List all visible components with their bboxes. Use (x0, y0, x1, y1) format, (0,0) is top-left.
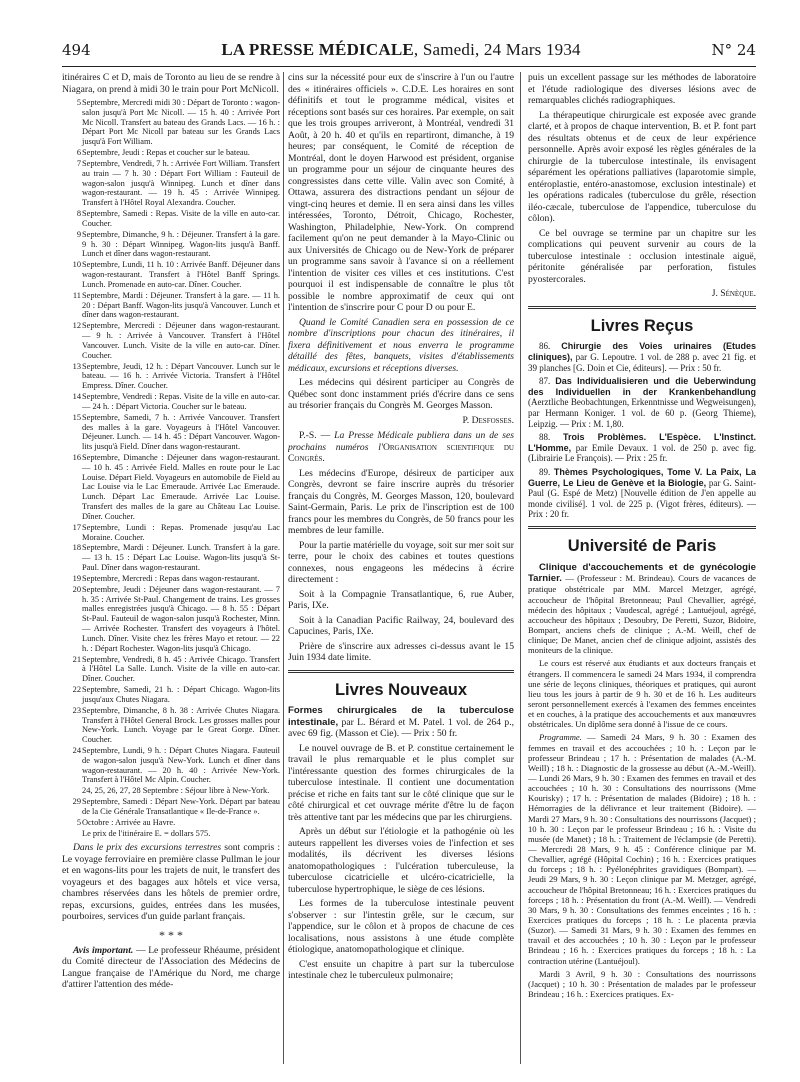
itinerary-item (62, 706, 280, 745)
itinerary-text: Septembre, Vendredi, 7 h. : Arrivée Fort William. Transfert au train — 7 h. 30 : Départ Fort William : Fauteuil de wagon-salon jusqu'à Winnipeg. Lunch et dîner dans wagon-restaurant. — 19 h. 45 : Arrivée Winnipeg. Transfert à l'Hôtel Royal Alexandra. Coucher. (82, 158, 280, 208)
section-title-livres-recus: Livres Reçus (590, 316, 694, 335)
book-received-entry (528, 432, 756, 464)
column-1 (62, 72, 280, 1064)
itinerary-item (62, 159, 280, 208)
itinerary-text: Septembre, Mardi : Déjeuner. Lunch. Transfert à la gare. — 13 h. 15 : Départ Lac Louise. Wagon-lits jusqu'à St-Paul. Dîner dans wagon-restaurant. (82, 543, 280, 573)
excursions-lead: Dans le prix des excursions terrestres (73, 842, 222, 854)
itinerary-item (62, 585, 280, 654)
itinerary-text: Octobre : Arrivée au Havre. (82, 817, 176, 827)
itinerary-day: 7 (76, 158, 81, 168)
itinerary-day: 17 (72, 522, 81, 532)
review-paragraph: puis un excellent passage sur les méthodes de laboratoire et l'étude radiologique des diverses lésions avec de remarquables clichés radiographiques. (528, 72, 756, 106)
itinerary-text: Septembre, Mercredi : Repas dans wagon-restaurant. (82, 573, 260, 583)
itinerary-day: 19 (72, 573, 81, 583)
itinerary-item (62, 98, 280, 147)
column-3 (528, 72, 756, 1064)
section-rule (288, 670, 514, 673)
itinerary-item (62, 746, 280, 785)
itinerary-text: Le prix de l'itinéraire E. = dollars 575. (82, 828, 211, 838)
book-meta: par Emile Devaux. 1 vol. de 250 p. avec fig. (Librairie Le François). — Prix : 25 fr. (528, 442, 756, 464)
itinerary-text: Septembre, Samedi, 21 h. : Départ Chicago. Wagon-lits jusqu'aux Chutes Niagara. (82, 685, 280, 704)
itinerary-text: Septembre, Mercredi midi 30 : Départ de Toronto : wagon-salon jusqu'à Port Mc Nicoll. — 15 h. 40 : Arrivée Port Mc Nicoll. Transfert au bateau des Grands Lacs. — 16 h. : Départ Port Mc Nicoll par bateau sur les Grands Lacs jusqu'à Fort William. (82, 98, 280, 147)
itinerary-item (62, 209, 280, 229)
itinerary-item (62, 655, 280, 684)
itinerary-text: Septembre, Mardi : Déjeuner. Transfert à la gare. — 11 h. 20 : Départ Banff. Wagon-lits jusqu'à Vancouver. Lunch et dîner dans wagon-restaurant. (82, 290, 280, 320)
section-title-livres-nouveaux: Livres Nouveaux (334, 680, 468, 699)
book-title: Das Individualisieren und die Ueberwindung des Individuellen in der Krankenbehandlung (528, 376, 756, 397)
itinerary-day: 18 (72, 543, 81, 553)
book-number: 87. (539, 376, 551, 387)
page-header (62, 40, 756, 64)
itinerary-day: 12 (72, 321, 81, 331)
author-signature: P. Desfosses. (462, 414, 514, 426)
itinerary-day: 20 (72, 584, 81, 594)
book-meta: par G. Saint-Paul (G. Espé de Metz) [Nouvelle édition de J'en appelle au monde civilisé]. 1 vol. de 225 p. (Vigot frères, éditeurs). — Prix : 20 fr. (528, 477, 756, 520)
book-title: Chirurgie des Voies urinaires (Etudes cliniques), (528, 341, 756, 362)
travel-paragraph: Pour la partie matérielle du voyage, soit sur mer soit sur terre, pour le choix des cabines et toutes questions connexes, nous engageons les médecins à écrire directement : (288, 539, 514, 585)
itinerary-day: 8 (76, 209, 81, 219)
section-title-universite: Université de Paris (567, 537, 717, 556)
address-line: Soit à la Canadian Pacific Railway, 24, boulevard des Capucines, Paris, IXe. (288, 614, 514, 637)
programme-paragraph: Mardi 3 Avril, 9 h. 30 : Consultations des nourrissons (Jacquet) ; 10 h. 30 : Présentation de malades par le professeur Brindeau ; 16 h. : Exercices pratiques. Ex- (528, 968, 756, 999)
itinerary-text: Septembre, Samedi : Repas. Visite de la ville en auto-car. Coucher. (82, 209, 280, 228)
review-paragraph: Les formes de la tuberculose intestinale peuvent s'observer : sur l'intestin grêle, sur le cæcum, sur l'appendice, sur le côlon et à propos de chacune de ces localisations, nous assistons à une étude complète étiologique, anatomopathologique et clinique. (288, 898, 514, 956)
journal-name: LA PRESSE MÉDICALE (221, 40, 414, 59)
issue-number: N° 24 (711, 41, 756, 59)
programme-paragraph: Programme. — Samedi 24 Mars, 9 h. 30 : Examen des femmes en travail et des accouchées ; 10 h. : Leçon par le professeur Brindeau ; 17 h. : Présentation de malades (A.-M. Weill) ; 18 h. : Diagnostic de la grossesse au début (A.-M.-Weill). — Lundi 26 Mars, 9 h. 30 : Examen des femmes en travail et des accouchées ; 10 h. 30 : Consultations des nourrissons (Mme Kourisky) ; 17 h. : Présentation de malades (Bidoire) ; 18 h. : Hémorragies de la délivrance et leur traitement (Bidoire). — Mardi 27 Mars, 9 h. 30 : Consultations des nourrissons (Jacquet) ; 10 h. 30 : Leçon par le professeur Brindeau ; 16 h. : Visite du musée (de Manet) ; 18 h. : Traitement de l'éclampsie (de Peretti). — Mercredi 28 Mars, 9 h. 45 : Conférence clinique par M. Chevallier, agrégé (Hôpital Cochin) ; 16 h. : Exercices pratiques du forceps ; 18 h. : Pyélonéphrites gravidiques (Bompart). — Jeudi 29 Mars, 9 h. 30 : Leçon clinique par M. Metzger, agrégé, accoucheur de l'hôpital Bretonneau; 16 h. : Exercices pratiques du forceps ; 18 h. : Présentation du front (A.-M. Weill). — Vendredi 30 Mars, 9 h. 30 : Consultations des femmes enceintes ; 16 h. : Exercices pratiques du forceps ; 18 h. : Le placenta prævia (Suzor). — Samedi 31 Mars, 9 h. 30 : Examen des femmes en travail et des accouchées ; 10 h. 30 : Leçon par le professeur Brindeau ; 16 h. : Exercices pratiques du forceps ; 18 h. : La contraction utérine (Lantuéjoul). (528, 732, 756, 966)
itinerary-item (62, 797, 280, 817)
itinerary-item (62, 392, 280, 412)
book-title: Trois Problèmes. L'Espèce. L'Instinct. L'Homme, (528, 432, 756, 453)
column-divider (520, 72, 521, 1064)
article-paragraph: cins sur la nécessité pour eux de s'inscrire à l'un ou l'autre des « itinéraires officiels ». C.D.E. Les horaires en sont définitifs et tout le programme médical, visites et réceptions sont basés sur ces horaires. Par exemple, on sait que les trois groupes arriveront, à Montréal, vendredi 31 Août, à 20 h. 40 et qu'ils en repartiront, dimanche, à 19 heures; par conséquent, le Comité de réception de Montréal, dont le doyen Harwood est président, organise un programme pour un séjour de cinquante heures des congressistes dans cette ville. Valin avec son Comité, à Ottawa, assurera des distractions pendant un séjour de vingt-cinq heures et demie. Il en sera ainsi dans les villes intéressées, Toronto, Détroit, Chicago, Rochester, Washington, Philadelphie, New-York. On comprend facilement qu'on ne peut demander à la Mayo-Clinic ou aux Universités de Chicago ou de New-York de préparer un programme sans savoir à l'avance si on a réellement l'intention de visiter ces villes et ces institutions. C'est pourquoi il est indispensable de connaître le plus tôt possible le nombre approximatif de ceux qui ont l'intention de s'inscrire pour C pour D ou pour E. (288, 72, 514, 313)
itinerary-item (62, 786, 280, 796)
page-number: 494 (62, 41, 91, 59)
itinerary-text: Septembre, Jeudi : Repas et coucher sur le bateau. (82, 148, 250, 158)
journal-title (221, 40, 580, 60)
book-title: Formes chirurgicales de la tuberculose intestinale, (288, 705, 514, 728)
books-received-list (528, 341, 756, 520)
itinerary-text: Septembre, Vendredi, 8 h. 45 : Arrivée Chicago. Transfert à l'Hôtel La Salle. Lunch. Visite de la ville en auto-car. Dîner. Coucher. (82, 654, 280, 684)
avis-heading: Avis important. (73, 944, 134, 956)
itinerary-item (62, 362, 280, 391)
postscript: P.-S. — La Presse Médicale publiera dans un de ses prochains numéros l'Organisation scientifique du Congrès. (288, 430, 514, 464)
review-paragraph: La thérapeutique chirurgicale est exposée avec grande clarté, et à propos de chaque intervention, B. et P. font part des résultats obtenus et de ceux de leur expérience personnelle. Après avoir exposé les règles générales de la chirurgie de la tuberculose intestinale, ils envisagent séparément les opérations palliatives (laparotomie simple, entéroplastie, entéro-anastomose, exclusion intestinale) et les opérations radicales (tuberculose du grêle, résection iléo-cæcale, tuberculose de l'appendice, tuberculose du côlon). (528, 109, 756, 224)
article-paragraph-italic: Quand le Comité Canadien sera en possession de ce nombre d'inscriptions pour chacun des itinéraires, il fixera définitivement et nous enverra le programme détaillé des fêtes, banquets, visites d'établissements médicaux, excursions et réceptions diverses. (288, 316, 514, 374)
itinerary-text: Septembre, Dimanche, 8 h. 38 : Arrivée Chutes Niagara. Transfert à l'Hôtel General Brock. Les grosses malles pour New-York. Lunch. Voyage par le Great Gorge. Dîner. Coucher. (82, 705, 280, 745)
section-rule (528, 306, 756, 309)
itinerary-text: Septembre, Dimanche : Déjeuner dans wagon-restaurant. — 10 h. 45 : Arrivée Field. Malles en route pour le Lac Louise. Départ Field. Voyageurs en automobile de Field au Lac Louise via le Lac Emeraude. Arrivée Lac Emeraude. Lunch. Départ Lac Emeraude. Arrivée Lac Louise. Transfert des malles de la gare au Château Lac Louise. Dîner. Coucher. (82, 452, 280, 521)
itinerary-text: Septembre, Samedi : Départ New-York. Départ par bateau de la Cie Générale Transatlantique « Ile-de-France ». (82, 797, 280, 816)
section-stars: * * * (159, 927, 183, 942)
itinerary-text: Septembre, Vendredi : Repas. Visite de la ville en auto-car. — 24 h. : Départ Victoria. Coucher sur le bateau. (82, 392, 280, 411)
book-number: 88. (539, 432, 551, 443)
itinerary-day: 11 (72, 290, 81, 300)
excursions-paragraph: Dans le prix des excursions terrestres sont compris : Le voyage ferroviaire en première classe Pullman le jour et en wagons-lits pour les trajets de nuit, le transfert des voyageurs et des bagages aux hôtels et vice versa, chambres réservées dans les hôtels de premier ordre, repas, excursions, guides, entrées dans les musées, pourboires, services d'un guide parlant français. (62, 842, 280, 923)
review-paragraph: C'est ensuite un chapitre à part sur la tuberculose intestinale chez le tuberculeux pulmonaire; (288, 958, 514, 982)
review-paragraph: Le nouvel ouvrage de B. et P. constitue certainement le travail le plus remarquable et le plus complet sur l'intéressante question des formes chirurgicales de la tuberculose intestinale. Il contient une documentation précise et riche en faits tant sur le côté clinique que sur le côté chirurgical et cet ouvrage mérite d'être lu de façon très attentive tant par les médecins que par les chirurgiens. (288, 742, 514, 823)
itinerary-text: Septembre, Mercredi : Déjeuner dans wagon-restaurant. — 9 h. : Arrivée à Vancouver. Transfert à l'Hôtel Vancouver. Lunch. Visite de la ville en auto-car. Dîner. Coucher. (82, 321, 280, 360)
itinerary-text: Septembre, Dimanche, 9 h. : Déjeuner. Transfert à la gare. 9 h. 30 : Départ Winnipeg. Wagon-lits jusqu'à Banff. Lunch et dîner dans wagon-restaurant. (82, 229, 280, 259)
book-title: Thèmes Psychologiques, Tome V. La Paix, La Guerre, Le Lieu de Genève et la Biologie, (528, 467, 756, 488)
clinic-heading: Clinique d'accouchements et de gynécologie Tarnier. (528, 561, 756, 585)
itinerary-day: 23 (72, 705, 81, 715)
deadline-line: Prière de s'inscrire aux adresses ci-dessus avant le 15 Juin 1934 date limite. (288, 640, 514, 663)
itinerary-text: Septembre, Jeudi : Déjeuner dans wagon-restaurant. — 7 h. 35 : Arrivée St-Paul. Changement de trains. Les grosses malles enregistrées jusqu'à Chicago. — 8 h. 55 : Départ St-Paul. Fauteuil de wagon-salon jusqu'à Rochester, Minn. — Arrivée Rochester. Transfert des voyageurs à l'hôtel. Lunch. Dîner. Visite chez les frères Mayo et retour. — 22 h. : Départ Rochester. Wagon-lits jusqu'à Chicago. (82, 584, 280, 653)
column-divider (283, 72, 284, 1064)
itinerary-item (62, 148, 280, 158)
registration-paragraph: Les médecins d'Europe, désireux de participer aux Congrès, devront se faire inscrire auprès du trésorier français du Congrès, M. Georges Masson, 120, boulevard Saint-Germain, Paris. Le prix de l'inscription est de 100 francs pour les membres du Congrès, de 50 francs pour les membres de leur famille. (288, 467, 514, 536)
book-meta: par G. Lepoutre. 1 vol. de 288 p. avec 21 fig. et 39 planches [G. Doin et Cie, éditeurs]. — Prix : 50 fr. (528, 351, 756, 373)
address-line: Soit à la Compagnie Transatlantique, 6, rue Auber, Paris, IXe. (288, 588, 514, 611)
itinerary-text: Septembre, Samedi, 7 h. : Arrivée Vancouver. Transfert des malles à la gare. Voyageurs à l'Hôtel Vancouver. Déjeuner. Lunch. — 14 h. 45 : Départ Vancouver. Wagon-lits jusqu'à Field. Dîner dans wagon-restaurant. (82, 412, 280, 452)
book-meta: (Aerztliche Beobachtungen, Erkenntnisse und Wegweisungen), par Hermann Koniger. 1 vol. de 60 p. (Georg Thieme), Leipzig. — Prix : M. 1,80. (528, 397, 756, 429)
itinerary-day: 9 (76, 229, 81, 239)
itinerary-day: 14 (72, 392, 81, 402)
itinerary-list (62, 98, 280, 838)
review-paragraph: Ce bel ouvrage se termine par un chapitre sur les complications qui peuvent survenir au cours de la tuberculose intestinale : occlusion intestinale aiguë, péritonite généralisée par perforation, fistules pyostercorales. (528, 227, 756, 285)
itinerary-day: 16 (72, 452, 81, 462)
itinerary-item (62, 321, 280, 360)
itinerary-day: 5 (76, 98, 81, 107)
book-received-entry (528, 467, 756, 520)
itinerary-item (62, 685, 280, 705)
book-received-entry (528, 376, 756, 429)
itinerary-text: Septembre, Lundi, 11 h. 10 : Arrivée Banff. Déjeuner dans wagon-restaurant. Transfert à l'Hôtel Banff Springs. Lunch. Promenade en auto-car. Dîner. Coucher. (82, 260, 280, 289)
itinerary-day: 13 (72, 361, 81, 371)
section-rule (528, 526, 756, 529)
itinerary-item (62, 829, 280, 839)
itinerary-item (62, 413, 280, 452)
itinerary-item (62, 543, 280, 572)
itinerary-day: 6 (76, 148, 81, 158)
itinerary-day: 21 (72, 654, 81, 664)
itinerary-day: 22 (72, 685, 81, 695)
itinerary-day: 5 (76, 817, 81, 827)
itinerary-text: Septembre, Jeudi, 12 h. : Départ Vancouver. Lunch sur le bateau. — 16 h. : Arrivée Victoria. Transfert à l'Hôtel Empress. Dîner. Coucher. (82, 361, 280, 391)
itinerary-item (62, 818, 280, 828)
issue-date: , Samedi, 24 Mars 1934 (413, 40, 581, 59)
header-rule (62, 66, 756, 67)
clinic-paragraph: Clinique d'accouchements et de gynécologie Tarnier. — (Professeur : M. Brindeau). Cours de vacances de pratique obstétricale par MM. Marcel Metzger, agrégé, accoucheur de l'hôpital Bretonneau; Paul Chevallier, agrégé, médecin des hôpitaux ; Vaudescal, agrégé ; Lantuéjoul, agrégé, accoucheur des hôpitaux ; Desoubry, De Peretti, Suzor, Bidoire, Bompart, anciens chefs de clinique ; A.-M. Weill, chef de clinique; De Manet, ancien chef de clinique adjoint, assistés des moniteurs de la clinique. (528, 561, 756, 656)
book-number: 86. (539, 341, 551, 352)
column-2 (288, 72, 514, 1064)
avis-paragraph: Avis important. — Le professeur Rhéaume, président du Comité directeur de l'Association des Médecins de Langue française de l'Amérique du Nord, me charge d'attirer l'attention des méde- (62, 944, 280, 991)
itinerary-text: 24, 25, 26, 27, 28 Septembre : Séjour libre à New-York. (82, 786, 270, 796)
itinerary-item (62, 453, 280, 522)
itinerary-day: 15 (72, 412, 81, 422)
itinerary-day: 29 (72, 797, 81, 807)
book-received-entry (528, 341, 756, 373)
itinerary-item (62, 260, 280, 289)
reviewer-signature: J. Sénèque. (711, 288, 756, 299)
itinerary-item (62, 523, 280, 543)
itinerary-day: 24 (72, 746, 81, 755)
itinerary-item (62, 574, 280, 584)
itinerary-day: 10 (72, 260, 81, 270)
itinerary-text: Septembre, Lundi, 9 h. : Départ Chutes Niagara. Fauteuil de wagon-salon jusqu'à New-York. Lunch et dîner dans wagon-restaurant. — 20 h. 40 : Arrivée New-York. Transfert à l'Hôtel Mc Alpin. Coucher. (82, 746, 280, 785)
book-entry: Formes chirurgicales de la tuberculose intestinale, par L. Bérard et M. Patel. 1 vol. de 264 p., avec 69 fig. (Masson et Cie). — Prix : 50 fr. (288, 705, 514, 740)
book-number: 89. (539, 467, 551, 477)
itinerary-intro: itinéraires C et D, mais de Toronto au lieu de se rendre à Niagara, on prend à midi 30 le train pour Port McNicoll. (62, 72, 280, 95)
article-paragraph: Les médecins qui désirent participer au Congrès de Québec sont donc instamment priés d'écrire dans ce sens au trésorier français du Congrès M. Georges Masson. (288, 377, 514, 411)
itinerary-item (62, 230, 280, 259)
course-paragraph: Le cours est réservé aux étudiants et aux docteurs français et étrangers. Il commencera le samedi 24 Mars 1934, il comprendra une série de leçons cliniques, théoriques et pratiques, qui auront lieu tous les jours à partir de 9 h. 30 et de 16 h. Les auditeurs seront personnellement exercés à l'examen des femmes enceintes et en couches, à la pratique des accouchements et aux manœuvres obstétricales. Un diplôme sera donné à l'issue de ce cours. (528, 658, 756, 730)
itinerary-item (62, 291, 280, 320)
itinerary-text: Septembre, Lundi : Repas. Promenade jusqu'au Lac Moraine. Coucher. (82, 522, 280, 542)
review-paragraph: Après un début sur l'étiologie et la pathogénie où les auteurs rappellent les diverses voies de l'infection et ses modalités, ils décrivent les diverses lésions anatomopathologiques : l'ulcération tuberculeuse, la tuberculose cicatricielle et ulcéro-cicatricielle, la tuberculose hypertrophique, le siège de ces lésions. (288, 826, 514, 895)
